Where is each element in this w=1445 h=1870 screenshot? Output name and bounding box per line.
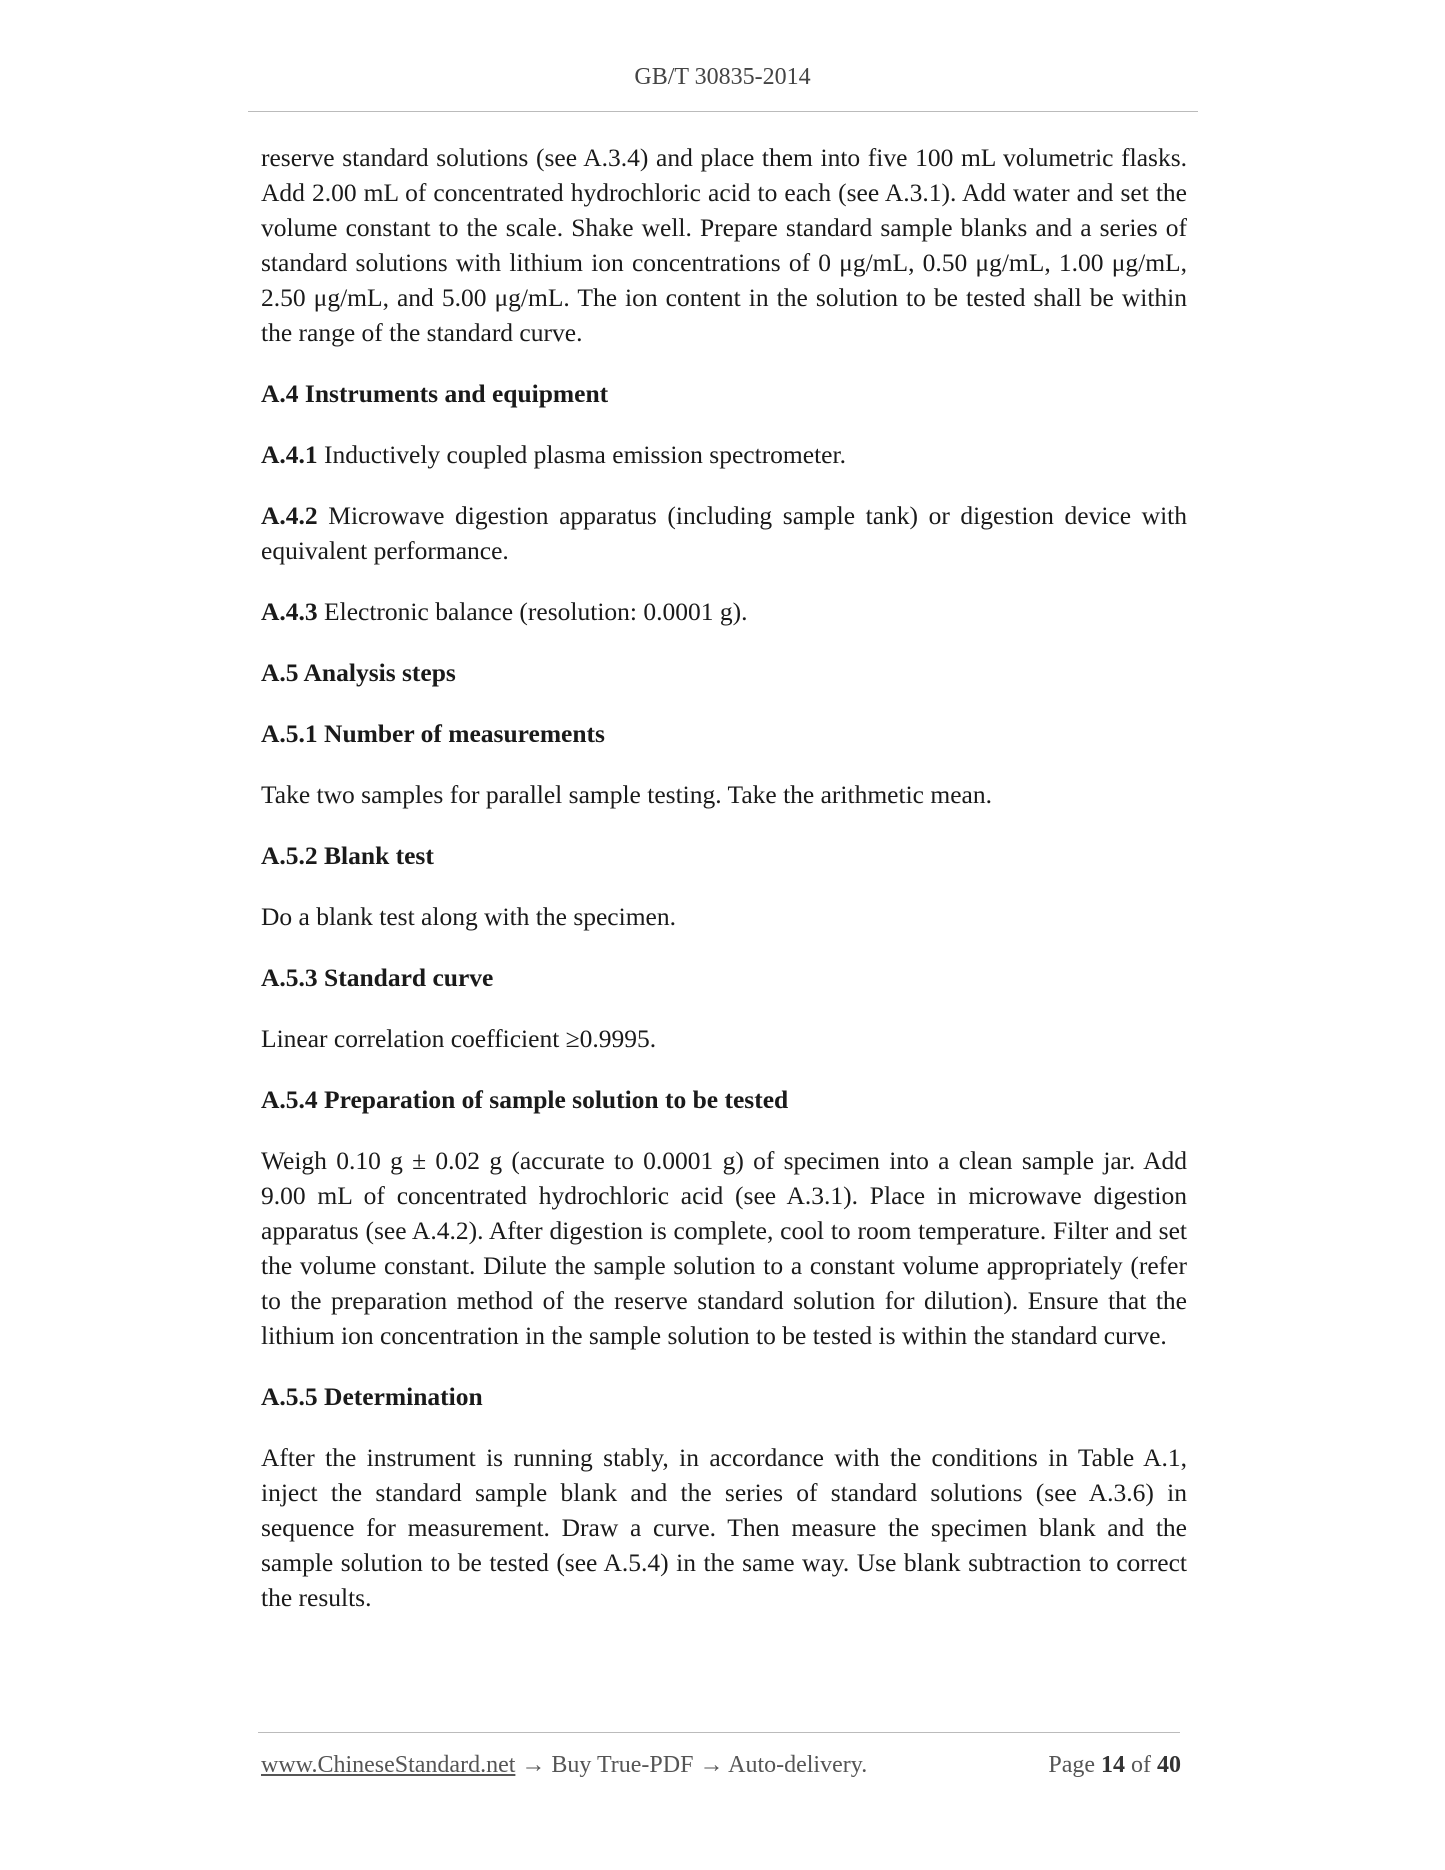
heading-a51: A.5.1 Number of measurements: [261, 719, 605, 748]
header-divider: [248, 111, 1198, 112]
website-link[interactable]: www.ChineseStandard.net: [261, 1752, 516, 1778]
clause-a41: [261, 437, 1187, 472]
clause-a43: [261, 594, 1187, 629]
clause-number: A.4.3: [261, 597, 318, 626]
running-header: GB/T 30835-2014: [634, 64, 811, 90]
heading-a4: A.4 Instruments and equipment: [261, 379, 609, 408]
heading-a52: A.5.2 Blank test: [261, 841, 434, 870]
footer-divider: [258, 1732, 1180, 1733]
heading-a5: A.5 Analysis steps: [261, 658, 456, 687]
document-body: [261, 140, 1187, 1641]
paragraph-a51: Take two samples for parallel sample testing. Take the arithmetic mean.: [261, 780, 992, 809]
clause-a42: [261, 498, 1187, 568]
heading-a53: A.5.3 Standard curve: [261, 963, 494, 992]
footer-promo: [261, 1752, 867, 1779]
page-current: 14: [1101, 1752, 1125, 1778]
paragraph-a53: Linear correlation coefficient ≥0.9995.: [261, 1024, 657, 1053]
clause-number: A.4.2: [261, 501, 318, 530]
clause-text: Microwave digestion apparatus (including sample tank) or digestion device with equivalent performance.: [261, 501, 1187, 565]
paragraph-intro: reserve standard solutions (see A.3.4) and place them into five 100 mL volumetric flasks. Add 2.00 mL of concentrated hydrochloric acid to each (see A.3.1). Add water and set the volume constant to the scale. Shake well. Prepare standard sample blanks and a series of standard solutions with lithium ion concentrations of 0 μg/mL, 0.50 μg/mL, 1.00 μg/mL, 2.50 μg/mL, and 5.00 μg/mL. The ion content in the solution to be tested shall be within the range of the standard curve.: [261, 143, 1187, 347]
clause-text: Electronic balance (resolution: 0.0001 g).: [317, 597, 748, 626]
heading-a55: A.5.5 Determination: [261, 1382, 483, 1411]
paragraph-a52: Do a blank test along with the specimen.: [261, 902, 676, 931]
page-number: [1048, 1752, 1181, 1779]
page-label: Page: [1048, 1752, 1101, 1778]
paragraph-a54: Weigh 0.10 g ± 0.02 g (accurate to 0.0001 g) of specimen into a clean sample jar. Add 9.00 mL of concentrated hydrochloric acid (see A.3.1). Place in microwave digestion apparatus (see A.4.2). After digestion is complete, cool to room temperature. Filter and set the volume constant. Dilute the sample solution to a constant volume appropriately (refer to the preparation method of the reserve standard solution for dilution). Ensure that the lithium ion concentration in the sample solution to be tested is within the standard curve.: [261, 1146, 1187, 1350]
page-of: of: [1125, 1752, 1157, 1778]
footer-tagline: → Buy True-PDF → Auto-delivery.: [515, 1752, 868, 1778]
page-total: 40: [1157, 1752, 1181, 1778]
paragraph-a55: After the instrument is running stably, in accordance with the conditions in Table A.1, inject the standard sample blank and the series of standard solutions (see A.3.6) in sequence for measurement. Draw a curve. Then measure the specimen blank and the sample solution to be tested (see A.5.4) in the same way. Use blank subtraction to correct the results.: [261, 1443, 1187, 1612]
heading-a54: A.5.4 Preparation of sample solution to be tested: [261, 1085, 789, 1114]
clause-number: A.4.1: [261, 440, 318, 469]
clause-text: Inductively coupled plasma emission spectrometer.: [317, 440, 846, 469]
